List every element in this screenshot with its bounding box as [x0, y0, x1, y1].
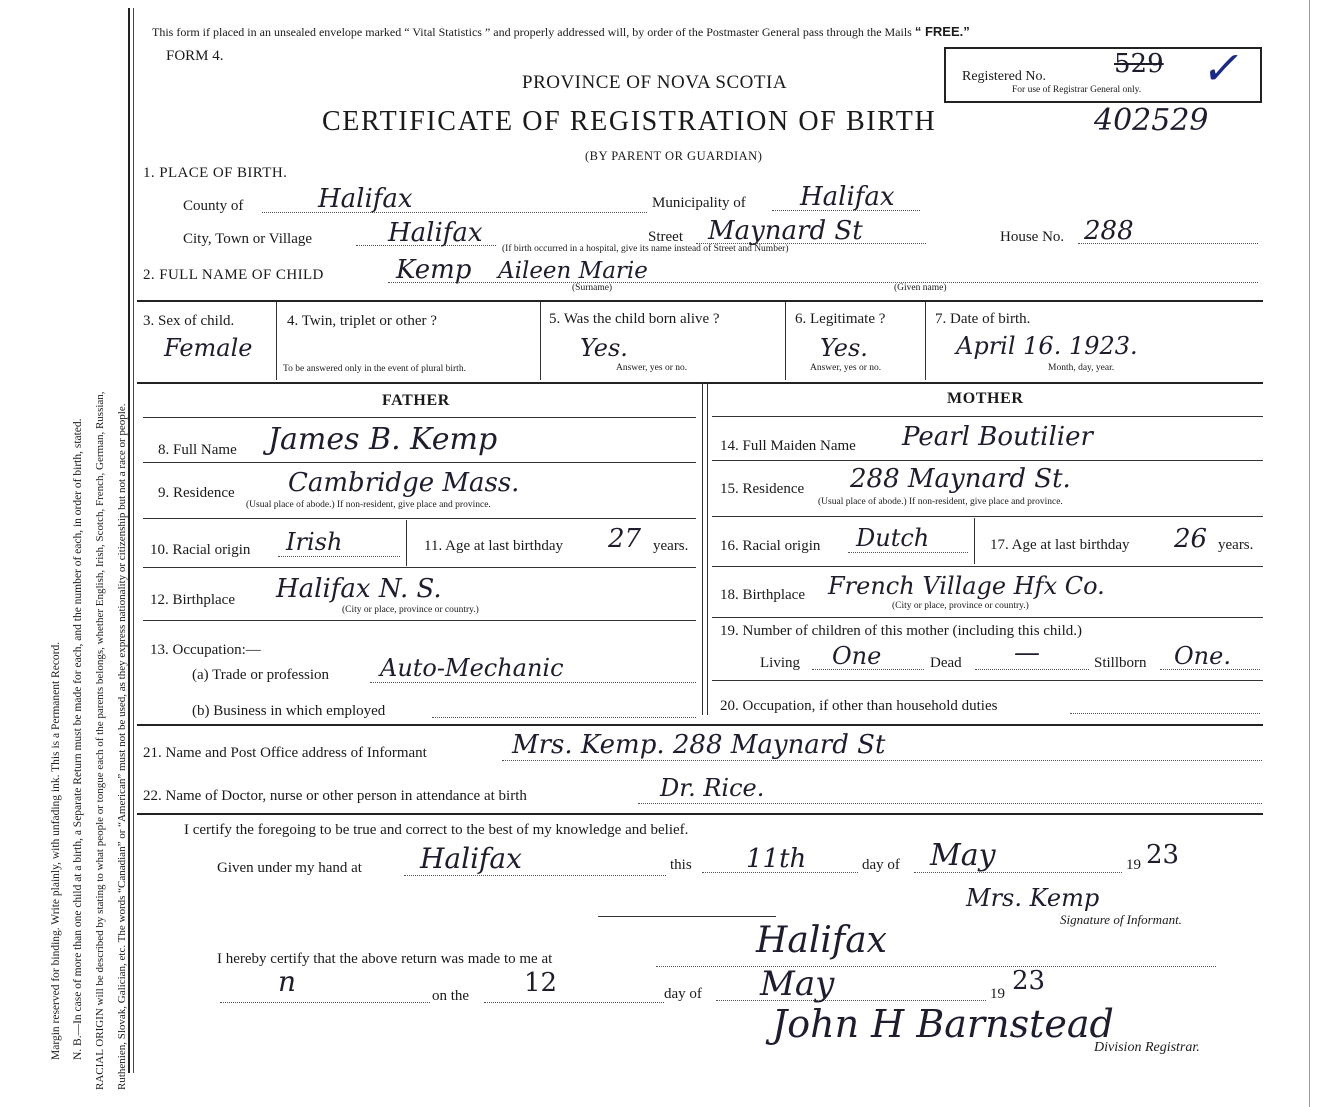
mother-birthplace-value: French Village Hfx Co.: [828, 572, 1105, 600]
twin-label: 4. Twin, triplet or other ?: [287, 313, 437, 329]
mail-notice-text: This form if placed in an unsealed envelope marked “ Vital Statistics ” and properly addressed will, by order of the Postmaster General pass through the Mails: [152, 25, 912, 39]
dob-label: 7. Date of birth.: [935, 311, 1031, 327]
registrar-month-line: [716, 1000, 986, 1001]
doctor-value: Dr. Rice.: [660, 774, 765, 802]
father-birthplace-value: Halifax N. S.: [276, 574, 442, 604]
mother-residence-value: 288 Maynard St.: [850, 464, 1071, 494]
place-of-birth-heading: 1. PLACE OF BIRTH.: [143, 165, 288, 181]
mother-occupation-label: 20. Occupation, if other than household duties: [720, 698, 998, 714]
legitimate-answer-note: Answer, yes or no.: [810, 363, 882, 373]
registrar-day-value: 12: [524, 968, 558, 998]
right-page-edge: [1309, 0, 1310, 1107]
given-year-value: 23: [1146, 840, 1180, 870]
father-birthplace-note: (City or place, province or country.): [342, 605, 479, 615]
document-subtitle: (BY PARENT OR GUARDIAN): [585, 149, 763, 163]
row3-divider-1: [276, 302, 277, 380]
signature-rule-left: [598, 916, 776, 917]
given-month-value: May: [930, 838, 996, 873]
rule-after-parents: [137, 724, 1263, 726]
mother-living-label: Living: [760, 655, 800, 671]
mother-age-label: 17. Age at last birthday: [990, 537, 1130, 553]
rule-after-row3: [137, 382, 1263, 384]
check-mark-icon: ✓: [1198, 41, 1249, 95]
informant-line: [502, 760, 1262, 761]
house-value: 288: [1084, 216, 1134, 246]
mother-age-value: 26: [1174, 524, 1208, 554]
mother-children-label: 19. Number of children of this mother (including this child.): [720, 623, 1083, 639]
registered-label: Registered No.: [962, 69, 1046, 84]
registrar-year-value: 23: [1012, 966, 1046, 996]
street-value: Maynard St: [708, 216, 863, 246]
registered-note: For use of Registrar General only.: [1012, 85, 1142, 95]
father-business-line: [432, 717, 696, 718]
mother-name-value: Pearl Boutilier: [902, 422, 1093, 452]
child-name-label: 2. FULL NAME OF CHILD: [143, 267, 324, 283]
alive-answer-note: Answer, yes or no.: [616, 363, 688, 373]
father-rule-5: [143, 620, 696, 621]
sex-label: 3. Sex of child.: [143, 313, 235, 329]
child-surname: Kemp: [396, 255, 472, 285]
mother-stillborn-label: Stillborn: [1094, 655, 1147, 671]
alive-value: Yes.: [580, 334, 628, 362]
mother-heading: MOTHER: [947, 390, 1024, 407]
doctor-label: 22. Name of Doctor, nurse or other person in attendance at birth: [143, 788, 527, 804]
father-birthplace-label: 12. Birthplace: [150, 592, 235, 608]
alive-label: 5. Was the child born alive ?: [549, 311, 720, 327]
given-place-value: Halifax: [420, 842, 522, 875]
father-business-label: (b) Business in which employed: [192, 703, 386, 719]
mother-dead-line: [975, 669, 1089, 670]
margin-note-plural-birth: N. B.—In case of more than one child at a birth, a Separate Return must be made for each, and the number of each, in order of birth, stated.: [72, 418, 84, 1060]
father-trade-value: Auto-Mechanic: [380, 654, 564, 682]
given-day-value: 11th: [746, 844, 807, 874]
given-name-note: (Given name): [894, 283, 947, 293]
hospital-note: (If birth occurred in a hospital, give its name instead of Street and Number): [502, 244, 789, 254]
row3-divider-4: [925, 302, 926, 380]
parent-divider-right: [707, 383, 708, 715]
rule-after-name: [137, 300, 1263, 302]
mother-racial-divider: [974, 518, 975, 564]
father-rule-2: [143, 462, 696, 463]
registrar-place-line: [656, 966, 1216, 967]
father-name-value: James B. Kemp: [268, 422, 498, 457]
mother-rule-2: [712, 460, 1263, 461]
rule-after-doctor: [137, 813, 1263, 815]
mother-rule-4: [712, 566, 1263, 567]
father-occupation-label: 13. Occupation:—: [150, 642, 261, 658]
street-label: Street: [648, 229, 683, 245]
father-age-label: 11. Age at last birthday: [424, 538, 563, 554]
registered-box: [944, 41, 1262, 103]
given-under-label: Given under my hand at: [217, 860, 362, 876]
informant-value: Mrs. Kemp. 288 Maynard St: [512, 730, 886, 760]
mother-residence-label: 15. Residence: [720, 481, 805, 497]
mother-occupation-line: [1070, 713, 1260, 714]
informant-signature: Mrs. Kemp: [966, 884, 1100, 912]
sex-value: Female: [164, 334, 253, 362]
registrar-day-line: [484, 1002, 664, 1003]
father-rule-3: [143, 518, 696, 519]
registered-number-struck: 529: [1114, 49, 1164, 79]
informant-signature-label: Signature of Informant.: [1060, 912, 1182, 927]
mother-stillborn-value: One.: [1174, 642, 1231, 670]
father-racial-divider: [406, 520, 407, 566]
given-day-of-label: day of: [862, 857, 900, 873]
child-given-names: Aileen Marie: [498, 258, 648, 284]
mother-dead-value: —: [1014, 638, 1040, 668]
margin-note-nationality: Ruthenien, Slovak, Galician, etc. The words “Canadian” or “American” must not be used, as they express nationality or citizenship but not a race or people.: [116, 403, 128, 1090]
father-residence-label: 9. Residence: [158, 485, 235, 501]
doctor-line: [638, 803, 1262, 804]
city-label: City, Town or Village: [183, 231, 313, 247]
father-trade-label: (a) Trade or profession: [192, 667, 330, 683]
margin-note-racial-origin: RACIAL ORIGIN will be described by stating to what people or tongue each of the parents belongs, whether English, Irish, Scotch, French, German, Russian,: [94, 391, 106, 1090]
form-number: FORM 4.: [166, 48, 224, 64]
registrar-continued-line: [220, 1002, 430, 1003]
mail-notice-free: “ FREE.”: [914, 24, 970, 39]
municipality-value: Halifax: [800, 182, 895, 212]
mother-racial-label: 16. Racial origin: [720, 538, 821, 554]
certificate-number: 402529: [1094, 103, 1209, 138]
registrar-month-value: May: [760, 964, 835, 1004]
father-rule-1: [143, 417, 696, 418]
father-racial-line: [278, 556, 400, 557]
house-label: House No.: [1000, 229, 1065, 245]
mother-racial-line: [848, 552, 968, 553]
registrar-day-of-label: day of: [664, 986, 702, 1002]
father-racial-label: 10. Racial origin: [150, 542, 251, 558]
dob-note: Month, day, year.: [1048, 363, 1115, 373]
row3-divider-2: [540, 302, 541, 380]
this-label: this: [670, 857, 692, 873]
mother-birthplace-label: 18. Birthplace: [720, 587, 805, 603]
mother-dead-label: Dead: [930, 655, 962, 671]
mother-years-label: years.: [1218, 537, 1254, 553]
registrar-year-prefix: 19: [990, 986, 1005, 1002]
dob-value: April 16. 1923.: [956, 332, 1138, 360]
father-rule-4: [143, 567, 696, 568]
registrar-place-continued: n: [278, 965, 297, 998]
father-age-value: 27: [608, 524, 642, 554]
father-racial-value: Irish: [286, 528, 343, 556]
registrar-on-the-label: on the: [432, 988, 470, 1004]
father-name-label: 8. Full Name: [158, 442, 237, 458]
registrar-signature: John H Barnstead: [772, 1002, 1114, 1046]
parent-divider-left: [702, 383, 703, 715]
legitimate-value: Yes.: [820, 334, 868, 362]
surname-note: (Surname): [572, 283, 613, 293]
mother-rule-3: [712, 516, 1263, 517]
mother-racial-value: Dutch: [856, 524, 930, 552]
father-abode-note: (Usual place of abode.) If non-resident, give place and province.: [246, 500, 491, 510]
given-place-line: [404, 875, 666, 876]
municipality-label: Municipality of: [652, 195, 746, 211]
father-residence-value: Cambridge Mass.: [288, 468, 520, 498]
given-year-prefix: 19: [1126, 857, 1141, 873]
county-label: County of: [183, 198, 244, 214]
legitimate-label: 6. Legitimate ?: [795, 311, 886, 327]
father-years-label: years.: [653, 538, 689, 554]
registrar-place-value: Halifax: [756, 920, 887, 961]
informant-label: 21. Name and Post Office address of Informant: [143, 745, 427, 761]
mother-living-value: One: [832, 642, 882, 670]
province-heading: PROVINCE OF NOVA SCOTIA: [522, 72, 788, 93]
margin-note-binding: Margin reserved for binding. Write plainly, with unfading ink. This is a Permanent Record.: [50, 641, 62, 1060]
registrar-statement: I hereby certify that the above return was made to me at: [217, 951, 553, 967]
father-heading: FATHER: [382, 392, 450, 409]
document-title: CERTIFICATE OF REGISTRATION OF BIRTH: [322, 106, 937, 137]
certification-statement: I certify the foregoing to be true and correct to the best of my knowledge and belief.: [184, 822, 689, 838]
row3-divider-3: [785, 302, 786, 380]
city-value: Halifax: [388, 218, 483, 248]
mother-name-label: 14. Full Maiden Name: [720, 438, 856, 454]
mother-birthplace-note: (City or place, province or country.): [892, 601, 1029, 611]
county-value: Halifax: [318, 184, 413, 214]
mother-rule-6: [712, 680, 1263, 681]
twin-note: To be answered only in the event of plural birth.: [283, 364, 466, 374]
mail-notice: [152, 24, 970, 40]
mother-rule-5: [712, 617, 1263, 618]
mother-abode-note: (Usual place of abode.) If non-resident, give place and province.: [818, 497, 1063, 507]
father-trade-line: [370, 682, 696, 683]
registrar-signature-label: Division Registrar.: [1094, 1040, 1200, 1055]
mother-rule-1: [712, 416, 1263, 417]
